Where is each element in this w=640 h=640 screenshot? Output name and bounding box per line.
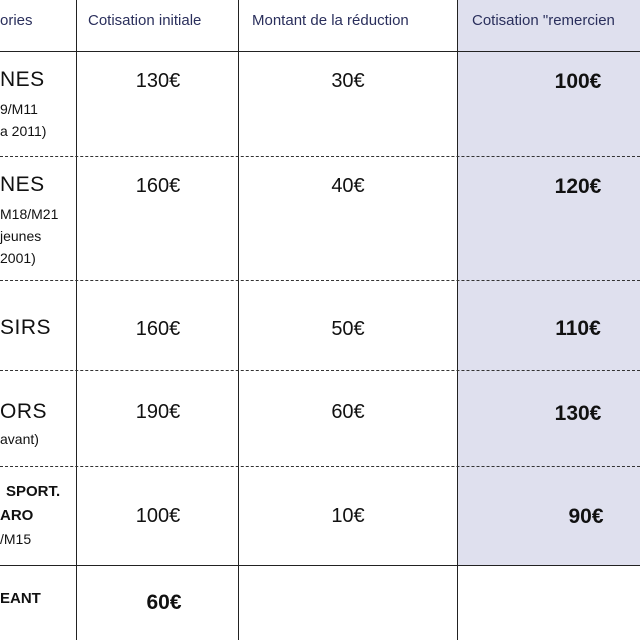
row-divider: [0, 565, 640, 566]
row-category-line: jeunes: [0, 228, 42, 244]
header-categories: ories: [0, 12, 33, 29]
row-divider: [0, 466, 640, 467]
row-category-line: 9/M11: [0, 101, 38, 117]
header-cotisation-remerciement: Cotisation "remercien: [472, 12, 615, 29]
header-divider: [0, 51, 640, 52]
row-divider: [0, 156, 640, 157]
row-cotisation-initiale: 160€: [135, 175, 181, 197]
row-category-title: SPORT.: [6, 483, 61, 500]
row-cotisation-initiale: 190€: [135, 401, 181, 423]
row-category-title: ORS: [0, 400, 48, 423]
row-cotisation-initiale: 100€: [135, 505, 181, 527]
column-divider: [457, 0, 458, 640]
row-divider: [0, 280, 640, 281]
row-category-line: a 2011): [0, 123, 47, 139]
row-montant-reduction: 60€: [331, 401, 365, 423]
row-category-line: /M15: [0, 531, 32, 547]
column-divider: [238, 0, 239, 640]
row-cotisation-initiale: 130€: [135, 70, 181, 92]
header-montant-reduction: Montant de la réduction: [252, 12, 409, 29]
row-divider: [0, 370, 640, 371]
row-cotisation-initiale: 160€: [135, 318, 181, 340]
row-category-line: avant): [0, 431, 39, 447]
row-category-line: M18/M21: [0, 206, 59, 222]
row-cotisation-remerciement: 110€: [555, 317, 601, 340]
row-category-title: NES: [0, 68, 45, 91]
row-category-title: EANT: [0, 590, 41, 607]
row-cotisation-initiale: 60€: [146, 591, 182, 614]
row-cotisation-remerciement: 120€: [554, 175, 602, 198]
header-cotisation-initiale: Cotisation initiale: [88, 12, 202, 29]
row-cotisation-remerciement: 90€: [568, 505, 604, 528]
row-cotisation-remerciement: 100€: [554, 70, 602, 93]
row-montant-reduction: 40€: [331, 175, 365, 197]
row-category-line: 2001): [0, 250, 36, 266]
row-category-title: NES: [0, 173, 45, 196]
row-category-line: ARO: [0, 507, 34, 524]
row-montant-reduction: 10€: [331, 505, 365, 527]
row-cotisation-remerciement: 130€: [554, 402, 602, 425]
row-montant-reduction: 50€: [331, 318, 365, 340]
row-category-title: SIRS: [0, 316, 52, 339]
row-montant-reduction: 30€: [331, 70, 365, 92]
column-divider: [76, 0, 77, 640]
